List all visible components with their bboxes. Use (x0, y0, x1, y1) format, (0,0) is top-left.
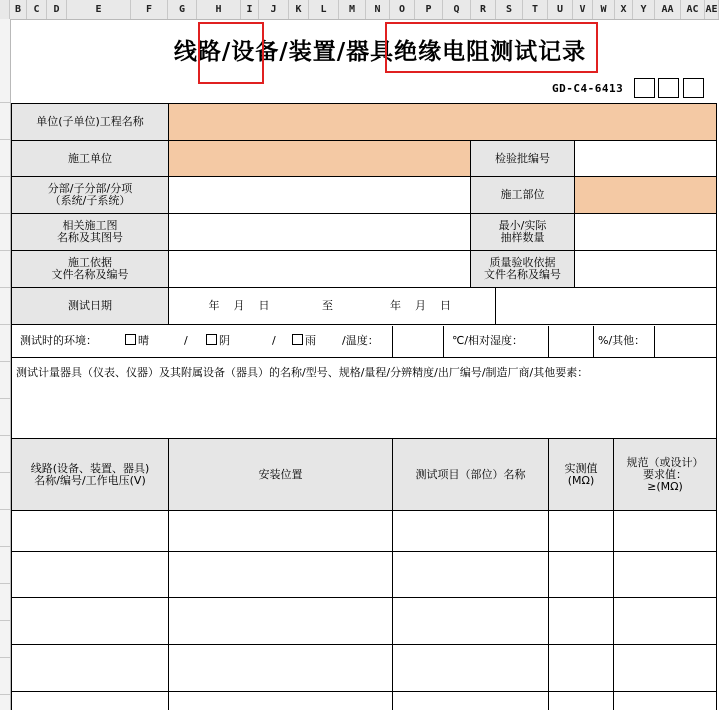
construction-location-label: 施工部位 (471, 177, 575, 214)
header-measured: 实测值 (MΩ) (549, 439, 614, 511)
weather-rainy-option[interactable]: 雨 (292, 334, 316, 348)
table-row-3-measured[interactable] (549, 598, 614, 645)
construction-location-field[interactable] (575, 177, 717, 214)
inspection-lot-field[interactable] (575, 141, 717, 177)
column-header-h[interactable]: H (197, 0, 241, 19)
highlight-box-equipment (198, 22, 264, 84)
column-header-l[interactable]: L (309, 0, 339, 19)
column-header-p[interactable]: P (415, 0, 443, 19)
code-box-1[interactable] (634, 78, 655, 98)
column-header-i[interactable]: I (241, 0, 259, 19)
test-date-from[interactable]: 年 月 日 (169, 288, 309, 325)
test-date-to[interactable]: 年 月 日 (346, 288, 496, 325)
table-row-1-required[interactable] (614, 511, 717, 552)
header-line-name: 线路(设备、装置、器具) 名称/编号/工作电压(V) (12, 439, 169, 511)
column-header-m[interactable]: M (339, 0, 366, 19)
table-row-3-location[interactable] (169, 598, 393, 645)
sep-1: / (184, 334, 188, 347)
humidity-label: ℃/相对湿度： (452, 334, 524, 347)
table-row-5-test-item[interactable] (393, 692, 549, 710)
column-header-s[interactable]: S (496, 0, 523, 19)
column-header-v[interactable]: V (573, 0, 593, 19)
environment-label: 测试时的环境： (20, 334, 97, 347)
test-date-label: 测试日期 (12, 288, 169, 325)
table-row-4-line-name[interactable] (12, 645, 169, 692)
temperature-label: /温度： (342, 334, 379, 347)
document-code: GD-C4-6413 (552, 82, 624, 95)
table-row-3-line-name[interactable] (12, 598, 169, 645)
acceptance-basis-label: 质量验收依据 文件名称及编号 (471, 251, 575, 288)
highlight-box-insulation (385, 22, 598, 73)
sampling-field[interactable] (575, 214, 717, 251)
table-row-1-location[interactable] (169, 511, 393, 552)
code-box-3[interactable] (683, 78, 704, 98)
column-header-x[interactable]: X (615, 0, 633, 19)
column-header-t[interactable]: T (523, 0, 548, 19)
column-header-ac[interactable]: AC (681, 0, 705, 19)
column-header-ae[interactable]: AE (705, 0, 719, 19)
rainy-checkbox[interactable] (292, 334, 303, 345)
column-header-e[interactable]: E (67, 0, 131, 19)
test-date-separator: 至 (309, 288, 346, 325)
weather-cloudy-option[interactable]: 阴 (206, 334, 230, 348)
construction-unit-label: 施工单位 (12, 141, 169, 177)
sunny-checkbox[interactable] (125, 334, 136, 345)
basis-label: 施工依据 文件名称及编号 (12, 251, 169, 288)
sub-part-label: 分部/子分部/分项 （系统/子系统） (12, 177, 169, 214)
column-header-d[interactable]: D (47, 0, 67, 19)
humidity-field[interactable] (548, 326, 594, 357)
table-row-5-line-name[interactable] (12, 692, 169, 710)
row-header-strip[interactable] (0, 19, 11, 710)
column-header-k[interactable]: K (289, 0, 309, 19)
table-row-4-measured[interactable] (549, 645, 614, 692)
table-row-3-required[interactable] (614, 598, 717, 645)
table-row-2-test-item[interactable] (393, 552, 549, 598)
column-header-n[interactable]: N (366, 0, 390, 19)
column-header-j[interactable]: J (259, 0, 289, 19)
sampling-label: 最小/实际 抽样数量 (471, 214, 575, 251)
header-test-item: 测试项目（部位）名称 (393, 439, 549, 511)
table-row-2-measured[interactable] (549, 552, 614, 598)
project-name-label: 单位(子单位)工程名称 (12, 104, 169, 141)
project-name-field[interactable] (169, 104, 717, 141)
column-header-b[interactable]: B (10, 0, 27, 19)
table-row-2-required[interactable] (614, 552, 717, 598)
sep-2: / (272, 334, 276, 347)
instrument-text: 测试计量器具（仪表、仪器）及其附属设备（器具）的名称/型号、规格/量程/分辨精度/出厂编号/制造厂商/其他要素： (16, 366, 589, 379)
table-row-4-location[interactable] (169, 645, 393, 692)
column-header-f[interactable]: F (131, 0, 168, 19)
column-header-bar (0, 0, 719, 20)
sub-part-field[interactable] (169, 177, 471, 214)
table-row-2-location[interactable] (169, 552, 393, 598)
other-field-divider (654, 326, 655, 357)
table-row-5-required[interactable] (614, 692, 717, 710)
table-row-5-location[interactable] (169, 692, 393, 710)
table-row-2-line-name[interactable] (12, 552, 169, 598)
acceptance-basis-field[interactable] (575, 251, 717, 288)
basis-field[interactable] (169, 251, 471, 288)
column-header-stub[interactable] (0, 0, 10, 19)
cloudy-checkbox[interactable] (206, 334, 217, 345)
other-label: %/其他： (598, 334, 646, 347)
table-row-1-line-name[interactable] (12, 511, 169, 552)
construction-unit-field[interactable] (169, 141, 471, 177)
code-box-2[interactable] (658, 78, 679, 98)
header-required: 规范（或设计） 要求值： ≥(MΩ) (614, 439, 717, 511)
column-header-y[interactable]: Y (633, 0, 655, 19)
header-install-location: 安装位置 (169, 439, 393, 511)
column-header-c[interactable]: C (27, 0, 47, 19)
table-row-1-measured[interactable] (549, 511, 614, 552)
column-header-u[interactable]: U (548, 0, 573, 19)
table-row-4-required[interactable] (614, 645, 717, 692)
column-header-o[interactable]: O (390, 0, 415, 19)
table-row-5-measured[interactable] (549, 692, 614, 710)
temperature-field[interactable] (392, 326, 444, 357)
table-row-1-test-item[interactable] (393, 511, 549, 552)
drawing-label: 相关施工图 名称及其图号 (12, 214, 169, 251)
weather-sunny-option[interactable]: 晴 (125, 334, 149, 348)
column-header-aa[interactable]: AA (655, 0, 681, 19)
table-row-3-test-item[interactable] (393, 598, 549, 645)
column-header-q[interactable]: Q (443, 0, 471, 19)
drawing-field[interactable] (169, 214, 471, 251)
column-header-g[interactable]: G (168, 0, 197, 19)
inspection-lot-label: 检验批编号 (471, 141, 575, 177)
column-header-w[interactable]: W (593, 0, 615, 19)
table-row-4-test-item[interactable] (393, 645, 549, 692)
column-header-r[interactable]: R (471, 0, 496, 19)
page-title: 线路/设备/装置/器具绝缘电阻测试记录 (173, 39, 587, 65)
